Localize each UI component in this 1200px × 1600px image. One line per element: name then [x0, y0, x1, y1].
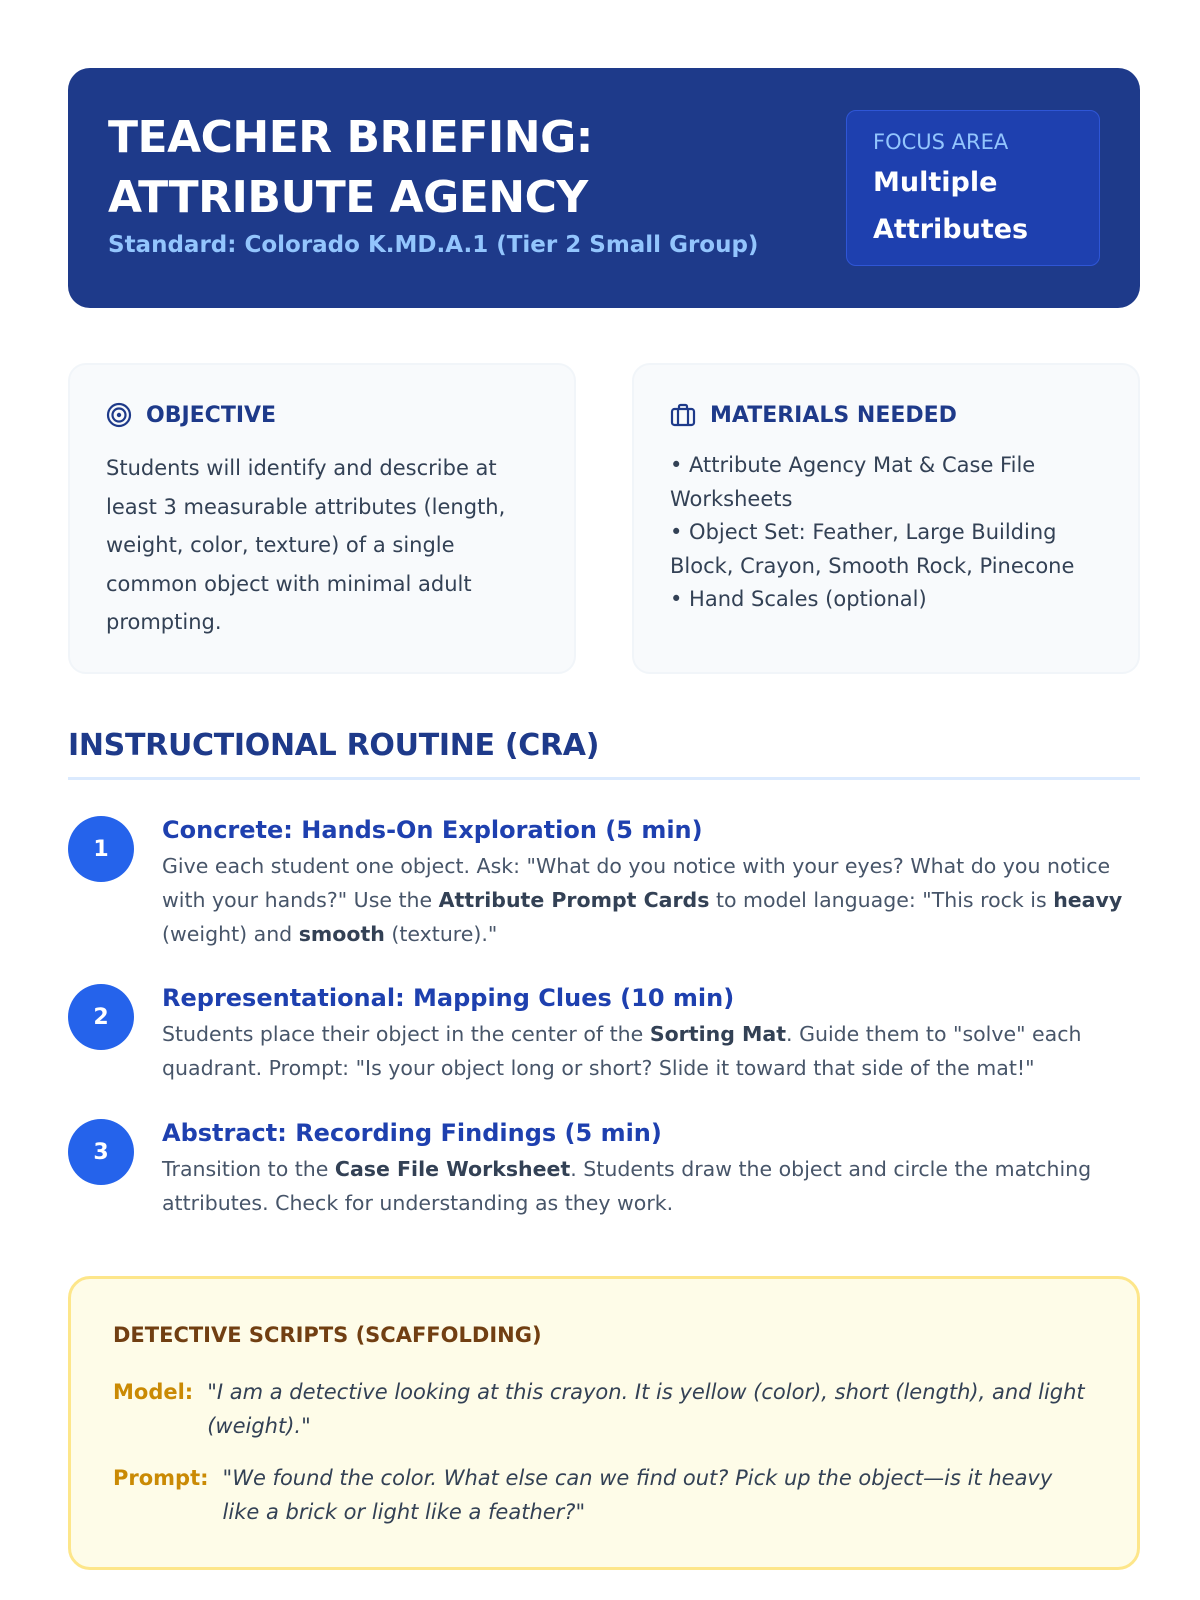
step-number-badge: 1: [68, 816, 134, 882]
materials-item: • Object Set: Feather, Large Building Block, Crayon, Smooth Rock, Pinecone: [670, 520, 1075, 578]
script-row-model: [113, 1375, 1095, 1443]
objective-heading-row: [106, 401, 538, 429]
focus-area-label: FOCUS AREA: [873, 130, 1009, 154]
briefcase-icon: [670, 402, 696, 428]
materials-card: [632, 363, 1140, 674]
routine-section-title: INSTRUCTIONAL ROUTINE (CRA): [68, 728, 1140, 780]
materials-heading: MATERIALS NEEDED: [710, 402, 957, 428]
script-row-prompt: [113, 1461, 1095, 1529]
detective-scripts-title: DETECTIVE SCRIPTS (SCAFFOLDING): [113, 1323, 542, 1347]
step-number-badge: 2: [68, 984, 134, 1050]
step-body: [162, 984, 1140, 1085]
emphasis-term: heavy: [1053, 888, 1123, 912]
header-banner: [68, 68, 1140, 308]
step-body: [162, 1119, 1140, 1220]
script-label: Prompt:: [113, 1466, 209, 1490]
objective-card: [68, 363, 576, 674]
page-title-line-2: ATTRIBUTE AGENCY: [108, 172, 588, 223]
step-description: Give each student one object. Ask: "What do you notice with your eyes? What do you notice with your hands?" Use the Attribute Prompt Cards to model language: "This rock is heavy (weight) and smooth (texture).": [162, 854, 1123, 946]
step-title: Representational: Mapping Clues (10 min): [162, 984, 735, 1012]
focus-area-value-line-1: Multiple: [873, 167, 998, 198]
emphasis-term: smooth: [298, 922, 385, 946]
step-title: Abstract: Recording Findings (5 min): [162, 1119, 662, 1147]
objective-text: Students will identify and describe at least 3 measurable attributes (length, weight, color, texture) of a single common object with minimal adult prompting.: [106, 456, 506, 634]
focus-area-box: [846, 110, 1100, 266]
materials-item: • Attribute Agency Mat & Case File Worksheets: [670, 453, 1036, 511]
script-text: "I am a detective looking at this crayon. It is yellow (color), short (length), and light (weight).": [207, 1380, 1085, 1438]
step-description: Transition to the Case File Worksheet. Students draw the object and circle the matching attributes. Check for understanding as they work.: [162, 1157, 1092, 1215]
objective-heading: OBJECTIVE: [146, 402, 277, 428]
step-body: [162, 816, 1140, 951]
materials-list: [670, 449, 1102, 617]
script-label: Model:: [113, 1380, 194, 1404]
emphasis-term: Attribute Prompt Cards: [438, 888, 710, 912]
script-text: "We found the color. What else can we find out? Pick up the object—is it heavy like a brick or light like a feather?": [222, 1466, 1053, 1524]
emphasis-term: Sorting Mat: [649, 1022, 787, 1046]
detective-scripts-box: [68, 1276, 1140, 1570]
emphasis-term: Case File Worksheet: [334, 1157, 571, 1181]
page-title: [108, 108, 798, 228]
focus-area-value: [873, 159, 1073, 253]
page-title-line-1: TEACHER BRIEFING:: [108, 112, 593, 163]
standard-subtitle: Standard: Colorado K.MD.A.1 (Tier 2 Small Group): [108, 232, 759, 258]
step-description: Students place their object in the center of the Sorting Mat. Guide them to "solve" each quadrant. Prompt: "Is your object long or short? Slide it toward that side of the mat!": [162, 1022, 1082, 1080]
step-title: Concrete: Hands-On Exploration (5 min): [162, 816, 703, 844]
materials-item: • Hand Scales (optional): [670, 587, 927, 611]
target-icon: [106, 402, 132, 428]
step-number-badge: 3: [68, 1119, 134, 1185]
focus-area-value-line-2: Attributes: [873, 214, 1029, 245]
materials-heading-row: [670, 401, 1102, 429]
